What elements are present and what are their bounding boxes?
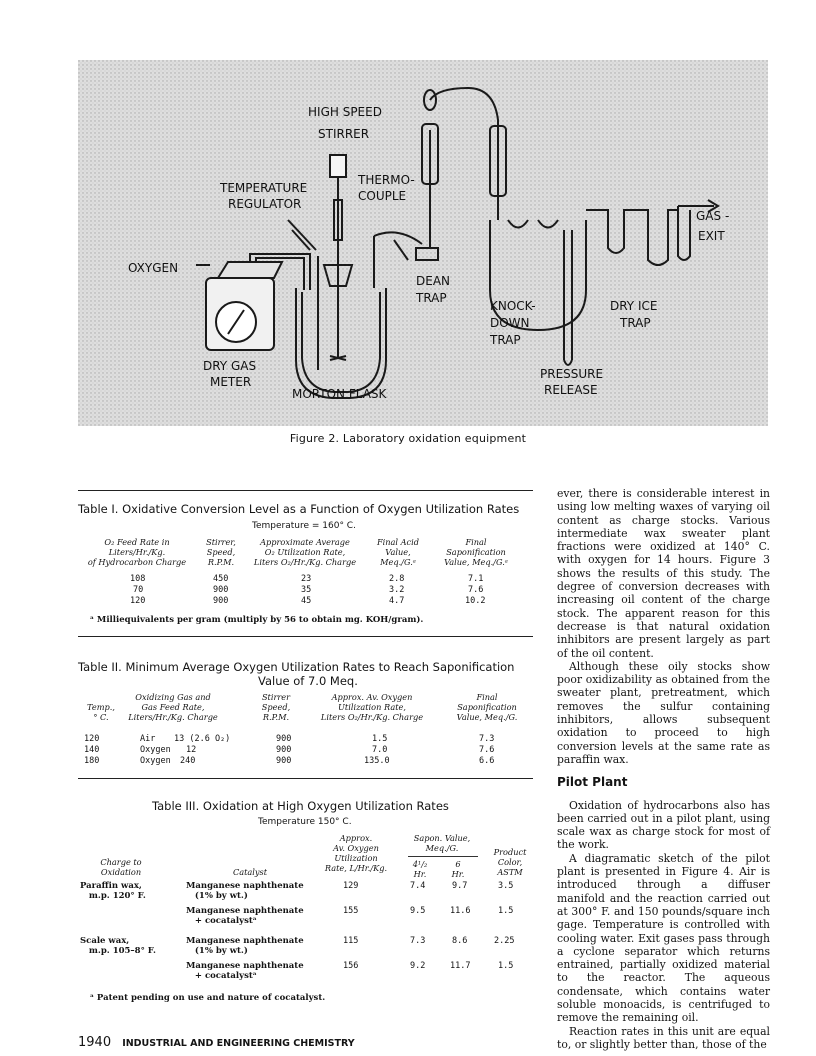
table1-cell: 3.2 xyxy=(389,585,405,595)
table1-cell: 900 xyxy=(213,596,229,606)
table3-color: 2.25 xyxy=(494,936,515,946)
page-footer xyxy=(78,1031,355,1050)
table1-cell: 108 xyxy=(130,574,146,584)
table2-cell: 7.6 xyxy=(479,745,495,755)
table2-col-gas: Oxidizing Gas and Gas Feed Rate, Liters/Hr./Kg. Charge xyxy=(128,692,218,722)
figure-caption: Figure 2. Laboratory oxidation equipment xyxy=(289,432,527,445)
table3-col-sapon: Sapon. Value, Meq./G. xyxy=(413,833,471,853)
table1-title: Table I. Oxidative Conversion Level as a Function of Oxygen Utilization Rates xyxy=(78,502,520,516)
table2-col-temp: Temp., ° C. xyxy=(87,702,115,722)
table1-cell: 70 xyxy=(133,585,144,595)
label-meter: METER xyxy=(210,375,252,389)
paragraph: Reaction rates in this unit are equal to, or slightly better than, those of the xyxy=(557,1024,770,1051)
table2-cell: 12 xyxy=(186,745,197,755)
table3-footnote: ᵃ Patent pending on use and nature of cocatalyst. xyxy=(90,993,326,1003)
table2-cell: 7.3 xyxy=(479,734,495,744)
table2-cell: 6.6 xyxy=(479,756,495,766)
table1-cell: 120 xyxy=(130,596,146,606)
table2-cell: 120 xyxy=(84,734,100,744)
table3-color: 1.5 xyxy=(498,906,514,916)
page-number: 1940 xyxy=(78,1035,112,1050)
table3-sapon-2: 11.7 xyxy=(450,961,471,971)
label-gas: GAS - xyxy=(696,209,730,223)
body-text-column xyxy=(557,487,770,1051)
table3-title: Table III. Oxidation at High Oxygen Utilization Rates xyxy=(152,799,449,813)
paragraph: Oxidation of hydrocarbons also has been carried out in a pilot plant, using scale wax as charge stock for most of the work. xyxy=(557,798,770,852)
table2-cell: 900 xyxy=(276,734,292,744)
table1-footnote: ᵃ Milliequivalents per gram (multiply by 56 to obtain mg. KOH/gram). xyxy=(90,615,424,625)
table1-col-feed: O₂ Feed Rate in Liters/Hr./Kg. of Hydrocarbon Charge xyxy=(87,537,187,567)
label-down: DOWN xyxy=(490,316,530,330)
table3-sapon-1: 7.3 xyxy=(410,936,426,946)
label-release: RELEASE xyxy=(544,383,598,397)
label-pressure: PRESSURE xyxy=(540,367,604,381)
table2-cell: 180 xyxy=(84,756,100,766)
label-regulator: REGULATOR xyxy=(228,197,302,211)
table3-catalyst: Manganese naphthenate + cocatalystᵃ xyxy=(186,961,304,981)
table1-top-rule xyxy=(78,490,533,491)
table1-cell: 10.2 xyxy=(465,596,486,606)
paragraph: Although these oily stocks show poor oxidizability as obtained from the sweater plant, pretreatment, which removes the sulfur containing inhibitors, allows subsequent oxidation to proceed to high conversion levels at the same rate as paraffin wax. xyxy=(557,659,770,766)
label-oxygen: OXYGEN xyxy=(128,261,179,275)
table2-title-line1: Table II. Minimum Average Oxygen Utilization Rates to Reach Saponification xyxy=(78,660,515,674)
table1-col-acid: Final Acid Value, Meq./G.ᵃ xyxy=(376,537,420,567)
label-dry-ice: DRY ICE xyxy=(610,299,658,313)
table3-col-rate: Approx. Av. Oxygen Utilization Rate, L/Hr./Kg. xyxy=(324,833,388,873)
label-dry-gas: DRY GAS xyxy=(203,359,257,373)
table3-rate: 155 xyxy=(343,906,359,916)
table3-sapon-2: 9.7 xyxy=(452,881,468,891)
table2-cell: 240 xyxy=(180,756,196,766)
section-heading: Pilot Plant xyxy=(557,775,628,790)
table2-col-sapon: Final Saponification Value, Meq./G. xyxy=(456,692,518,722)
table3-catalyst: Manganese naphthenate (1% by wt.) xyxy=(186,936,304,956)
stirrer-motor xyxy=(330,155,346,177)
table2-cell: 1.5 xyxy=(372,734,388,744)
table3-sapon-1: 7.4 xyxy=(410,881,426,891)
label-morton-flask: MORTON FLASK xyxy=(292,387,387,401)
label-thermo: THERMO- xyxy=(358,173,415,187)
table3-charge: Paraffin wax, m.p. 120° F. xyxy=(80,881,146,901)
table3-rate: 115 xyxy=(343,936,359,946)
table3-catalyst: Manganese naphthenate (1% by wt.) xyxy=(186,881,304,901)
label-dry-ice-trap: TRAP xyxy=(620,316,651,330)
table2-cell: Oxygen xyxy=(140,756,171,766)
table3-col-charge: Charge to Oxidation xyxy=(100,857,142,877)
table2-top-rule xyxy=(78,636,533,637)
label-stirrer: STIRRER xyxy=(318,127,370,141)
table1-col-sapon: Final Saponification Value, Meq./G.ᵃ xyxy=(444,537,508,567)
table3-sapon-2: 11.6 xyxy=(450,906,471,916)
sapon-divider xyxy=(408,856,478,857)
table3-rate: 156 xyxy=(343,961,359,971)
label-knock: KNOCK- xyxy=(490,299,536,313)
paragraph: ever, there is considerable interest in using low melting waxes of varying oil content as charge stocks. Various intermediate wax sweater plant fractions were oxidized at 140° C. with oxygen for 14 hours. Figure 3 shows the results of this study. The degree of conversion decreases with increasing oil content of the charge stock. The apparent reason for this decrease is that natural oxidation inhibitors are present largely as part of the oil content. xyxy=(557,487,770,660)
table3-color: 1.5 xyxy=(498,961,514,971)
table1-cell: 23 xyxy=(301,574,312,584)
label-dean-trap: TRAP xyxy=(416,291,447,305)
table3-col-hr2: 6 Hr. xyxy=(451,859,465,879)
table1-cell: 4.7 xyxy=(389,596,405,606)
table1-cell: 2.8 xyxy=(389,574,405,584)
table3-top-rule xyxy=(78,778,533,779)
table1-col-speed: Stirrer, Speed, R.P.M. xyxy=(206,537,236,567)
table2-cell: 140 xyxy=(84,745,100,755)
table2-col-speed: Stirrer Speed, R.P.M. xyxy=(261,692,291,722)
table3-col-catalyst: Catalyst xyxy=(232,867,268,877)
table1-cell: 900 xyxy=(213,585,229,595)
table1-cell: 45 xyxy=(301,596,312,606)
table2-title-line2: Value of 7.0 Meq. xyxy=(258,674,358,688)
label-exit: EXIT xyxy=(698,229,725,243)
table3-sapon-2: 8.6 xyxy=(452,936,468,946)
table3-sapon-1: 9.5 xyxy=(410,906,426,916)
table3-col-color: Product Color, ASTM xyxy=(493,847,527,877)
table3-col-hr1: 4¹/₂ Hr. xyxy=(412,859,428,879)
table2-cell: 7.0 xyxy=(372,745,388,755)
table1-cell: 7.6 xyxy=(468,585,484,595)
table1-cell: 35 xyxy=(301,585,312,595)
table2-cell: 900 xyxy=(276,756,292,766)
table2-cell: 900 xyxy=(276,745,292,755)
table3-catalyst: Manganese naphthenate + cocatalystᵃ xyxy=(186,906,304,926)
paragraph: A diagramatic sketch of the pilot plant is presented in Figure 4. Air is introduced through a diffuser manifold and the reaction carried out at 300° F. and 150 pounds/square inch gage. Temperature is controlled with cooling water. Exit gases pass through a cyclone separator which returns entrained, partially oxidized material to the reactor. The aqueous condensate, which contains water soluble monoacids, is centrifuged to remove the remaining oil. xyxy=(557,851,770,1025)
laboratory-equipment-figure xyxy=(78,60,768,426)
label-knock-trap: TRAP xyxy=(490,333,521,347)
table3-subtitle: Temperature 150° C. xyxy=(258,817,352,827)
table3-sapon-1: 9.2 xyxy=(410,961,426,971)
table2-cell: Air xyxy=(140,734,156,744)
table1-cell: 7.1 xyxy=(468,574,484,584)
label-temperature: TEMPERATURE xyxy=(220,181,308,195)
table3-charge: Scale wax, m.p. 105–8° F. xyxy=(80,936,156,956)
journal-name: INDUSTRIAL AND ENGINEERING CHEMISTRY xyxy=(122,1038,355,1049)
table2-cell: Oxygen xyxy=(140,745,171,755)
table2-cell: 135.0 xyxy=(364,756,390,766)
table1-subtitle: Temperature = 160° C. xyxy=(252,521,356,531)
table1-cell: 450 xyxy=(213,574,229,584)
label-high-speed: HIGH SPEED xyxy=(308,105,382,119)
table2-col-util: Approx. Av. Oxygen Utilization Rate, Liters O₂/Hr./Kg. Charge xyxy=(320,692,424,722)
table1-col-util: Approximate Average O₂ Utilization Rate, Liters O₂/Hr./Kg. Charge xyxy=(253,537,357,567)
label-dean: DEAN xyxy=(416,274,451,288)
table2-cell: 13 (2.6 O₂) xyxy=(174,734,231,744)
label-couple: COUPLE xyxy=(358,189,407,203)
table3-color: 3.5 xyxy=(498,881,514,891)
table3-rate: 129 xyxy=(343,881,359,891)
